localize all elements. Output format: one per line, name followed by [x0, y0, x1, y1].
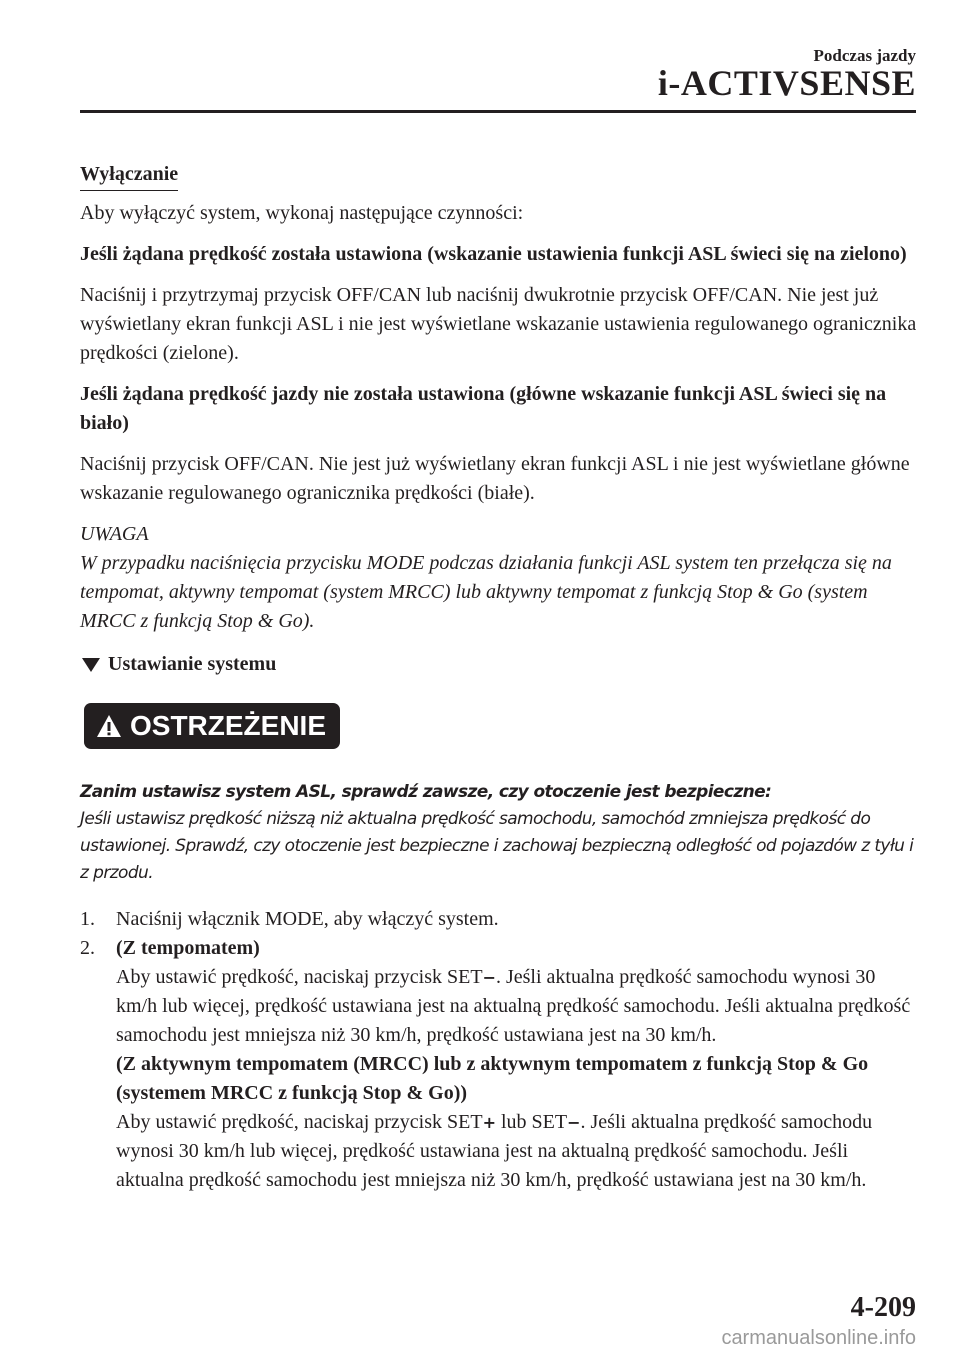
case2-heading: Jeśli żądana prędkość jazdy nie została ustawiona (główne wskazanie funkcji ASL świeci się na biało) [80, 383, 887, 434]
running-header-section: Podczas jazdy [813, 46, 916, 65]
warning-badge [84, 703, 340, 749]
step2-sub1-text: Aby ustawić prędkość, naciskaj przycisk SET−. Jeśli aktualna prędkość samochodu wynosi 30 km/h lub więcej, prędkość ustawiana jest na aktualną prędkość samochodu. Jeśli aktualna prędkość samochodu jest mniejsza niż 30 km/h, prędkość ustawiana jest na 30 km/h. [116, 966, 911, 1046]
triangle-bullet-icon [82, 658, 100, 672]
step2-sub1-heading: (Z tempomatem) [116, 937, 260, 959]
subsection-title: Ustawianie systemu [108, 653, 277, 675]
watermark: carmanualsonline.info [721, 1327, 916, 1349]
disable-intro: Aby wyłączyć system, wykonaj następujące czynności: [80, 202, 524, 224]
warning-label: OSTRZEŻENIE [130, 710, 327, 741]
list-item [80, 905, 920, 934]
set-minus-icon: − [567, 1113, 581, 1132]
set-minus-icon: − [482, 968, 496, 987]
running-header-title: i-ACTIVSENSE [657, 63, 916, 103]
page-number: 4-209 [850, 1292, 916, 1323]
step-number: 2. [80, 937, 95, 959]
warning-text-block [80, 779, 920, 887]
note-label: UWAGA [80, 523, 149, 545]
section-heading-disable: Wyłączanie [80, 160, 178, 191]
steps-list [80, 905, 920, 1195]
step2-sub2-text: Aby ustawić prędkość, naciskaj przycisk SET+ lub SET−. Jeśli aktualna prędkość samochodu wynosi 30 km/h lub więcej, prędkość ustawiana jest na aktualną prędkość samochodu. Jeśli aktualna prędkość samochodu jest mniejsza niż 30 km/h, prędkość ustawiana jest na 30 km/h. [116, 1111, 873, 1191]
step2-sub2-heading: (Z aktywnym tempomatem (MRCC) lub z aktywnym tempomatem z funkcją Stop & Go (systemem MRCC z funkcją Stop & Go)) [116, 1053, 869, 1104]
page-content [80, 160, 920, 1195]
warning-bold-text: Zanim ustawisz system ASL, sprawdź zawsze, czy otoczenie jest bezpieczne: [80, 782, 772, 802]
note-text: W przypadku naciśnięcia przycisku MODE podczas działania funkcji ASL system ten przełącza się na tempomat, aktywny tempomat (system MRCC) lub aktywny tempomat z funkcją Stop & Go (system MRCC z funkcją Stop & Go). [80, 552, 892, 632]
step-number: 1. [80, 908, 95, 930]
warning-triangle-icon [96, 714, 122, 738]
case2-text: Naciśnij przycisk OFF/CAN. Nie jest już wyświetlany ekran funkcji ASL i nie jest wyświetlane główne wskazanie regulowanego ogranicznika prędkości (białe). [80, 453, 910, 504]
set-plus-icon: + [482, 1113, 496, 1132]
header-divider [80, 110, 916, 113]
list-item [80, 934, 920, 1195]
warning-body-text: Jeśli ustawisz prędkość niższą niż aktualna prędkość samochodu, samochód zmniejsza prędkość do ustawionej. Sprawdź, czy otoczenie jest bezpieczne i zachowaj bezpieczną odległość od pojazdów z tyłu i z przodu. [80, 809, 914, 883]
step-text: Naciśnij włącznik MODE, aby włączyć system. [116, 908, 499, 930]
case1-heading: Jeśli żądana prędkość została ustawiona (wskazanie ustawienia funkcji ASL świeci się na zielono) [80, 243, 907, 265]
subsection-heading [80, 650, 920, 679]
case1-text: Naciśnij i przytrzymaj przycisk OFF/CAN lub naciśnij dwukrotnie przycisk OFF/CAN. Nie jest już wyświetlany ekran funkcji ASL i nie jest wyświetlane wskazanie ustawienia regulowanego ogranicznika prędkości (zielone). [80, 284, 917, 364]
